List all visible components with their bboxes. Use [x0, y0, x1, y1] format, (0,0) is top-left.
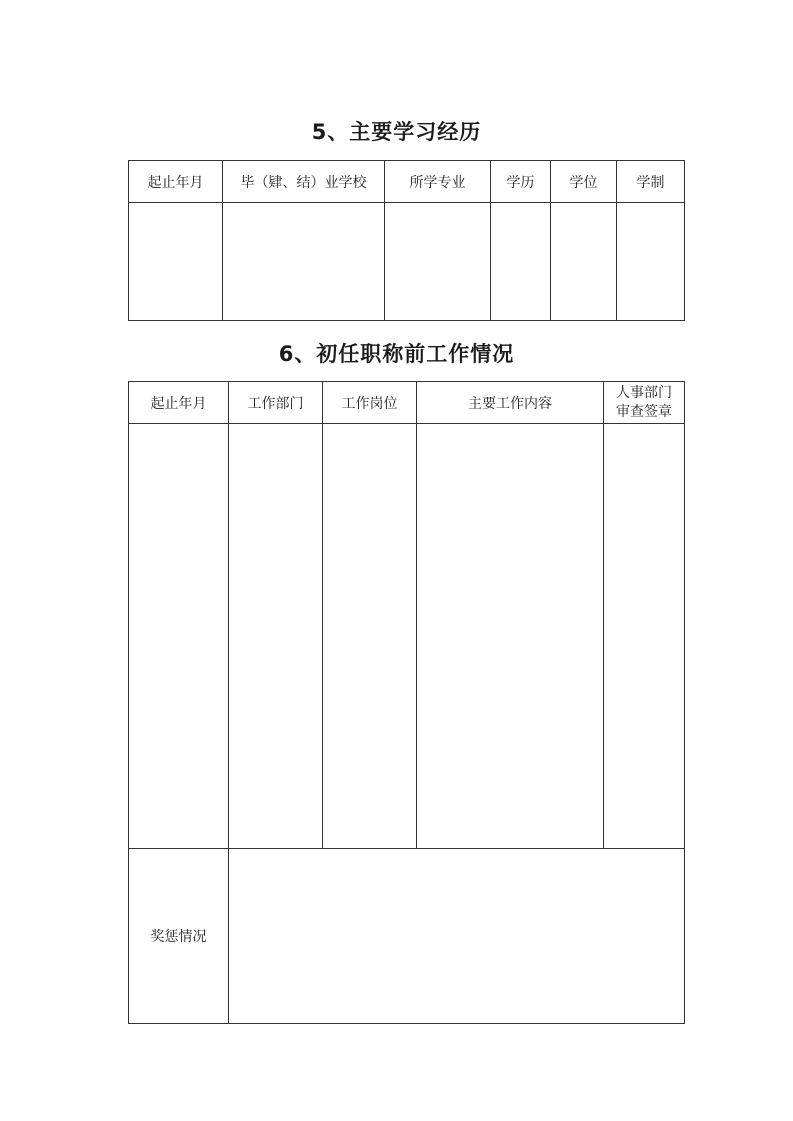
- hr-header-line1: 人事部门: [616, 384, 672, 401]
- period-cell[interactable]: [129, 424, 229, 849]
- header-major: 所学专业: [385, 161, 491, 203]
- department-cell[interactable]: [229, 424, 323, 849]
- hr-header-line2: 审查签章: [616, 403, 672, 420]
- work-history-table: [128, 381, 685, 1024]
- table-header-row: [129, 161, 685, 203]
- header-period: 起止年月: [129, 161, 223, 203]
- section-6-title: 6、初任职称前工作情况: [278, 342, 515, 366]
- header-position: 工作岗位: [323, 382, 417, 424]
- section-5-title: 5、主要学习经历: [311, 120, 482, 144]
- header-work-content: 主要工作内容: [417, 382, 604, 424]
- header-degree: 学位: [551, 161, 617, 203]
- position-cell[interactable]: [323, 424, 417, 849]
- header-hr-review: [604, 382, 685, 424]
- period-cell[interactable]: [129, 203, 223, 321]
- study-length-cell[interactable]: [617, 203, 685, 321]
- header-school: 毕（肄、结）业学校: [223, 161, 385, 203]
- rewards-label: 奖惩情况: [129, 849, 229, 1024]
- header-study-length: 学制: [617, 161, 685, 203]
- table-header-row: [129, 382, 685, 424]
- rewards-row: [129, 849, 685, 1024]
- header-department: 工作部门: [229, 382, 323, 424]
- hr-review-cell[interactable]: [604, 424, 685, 849]
- education-history-table: [128, 160, 685, 321]
- degree-cell[interactable]: [551, 203, 617, 321]
- work-content-cell[interactable]: [417, 424, 604, 849]
- rewards-cell[interactable]: [229, 849, 685, 1024]
- header-education-level: 学历: [491, 161, 551, 203]
- education-level-cell[interactable]: [491, 203, 551, 321]
- header-period: 起止年月: [129, 382, 229, 424]
- table-row: [129, 203, 685, 321]
- school-cell[interactable]: [223, 203, 385, 321]
- table-row: [129, 424, 685, 849]
- major-cell[interactable]: [385, 203, 491, 321]
